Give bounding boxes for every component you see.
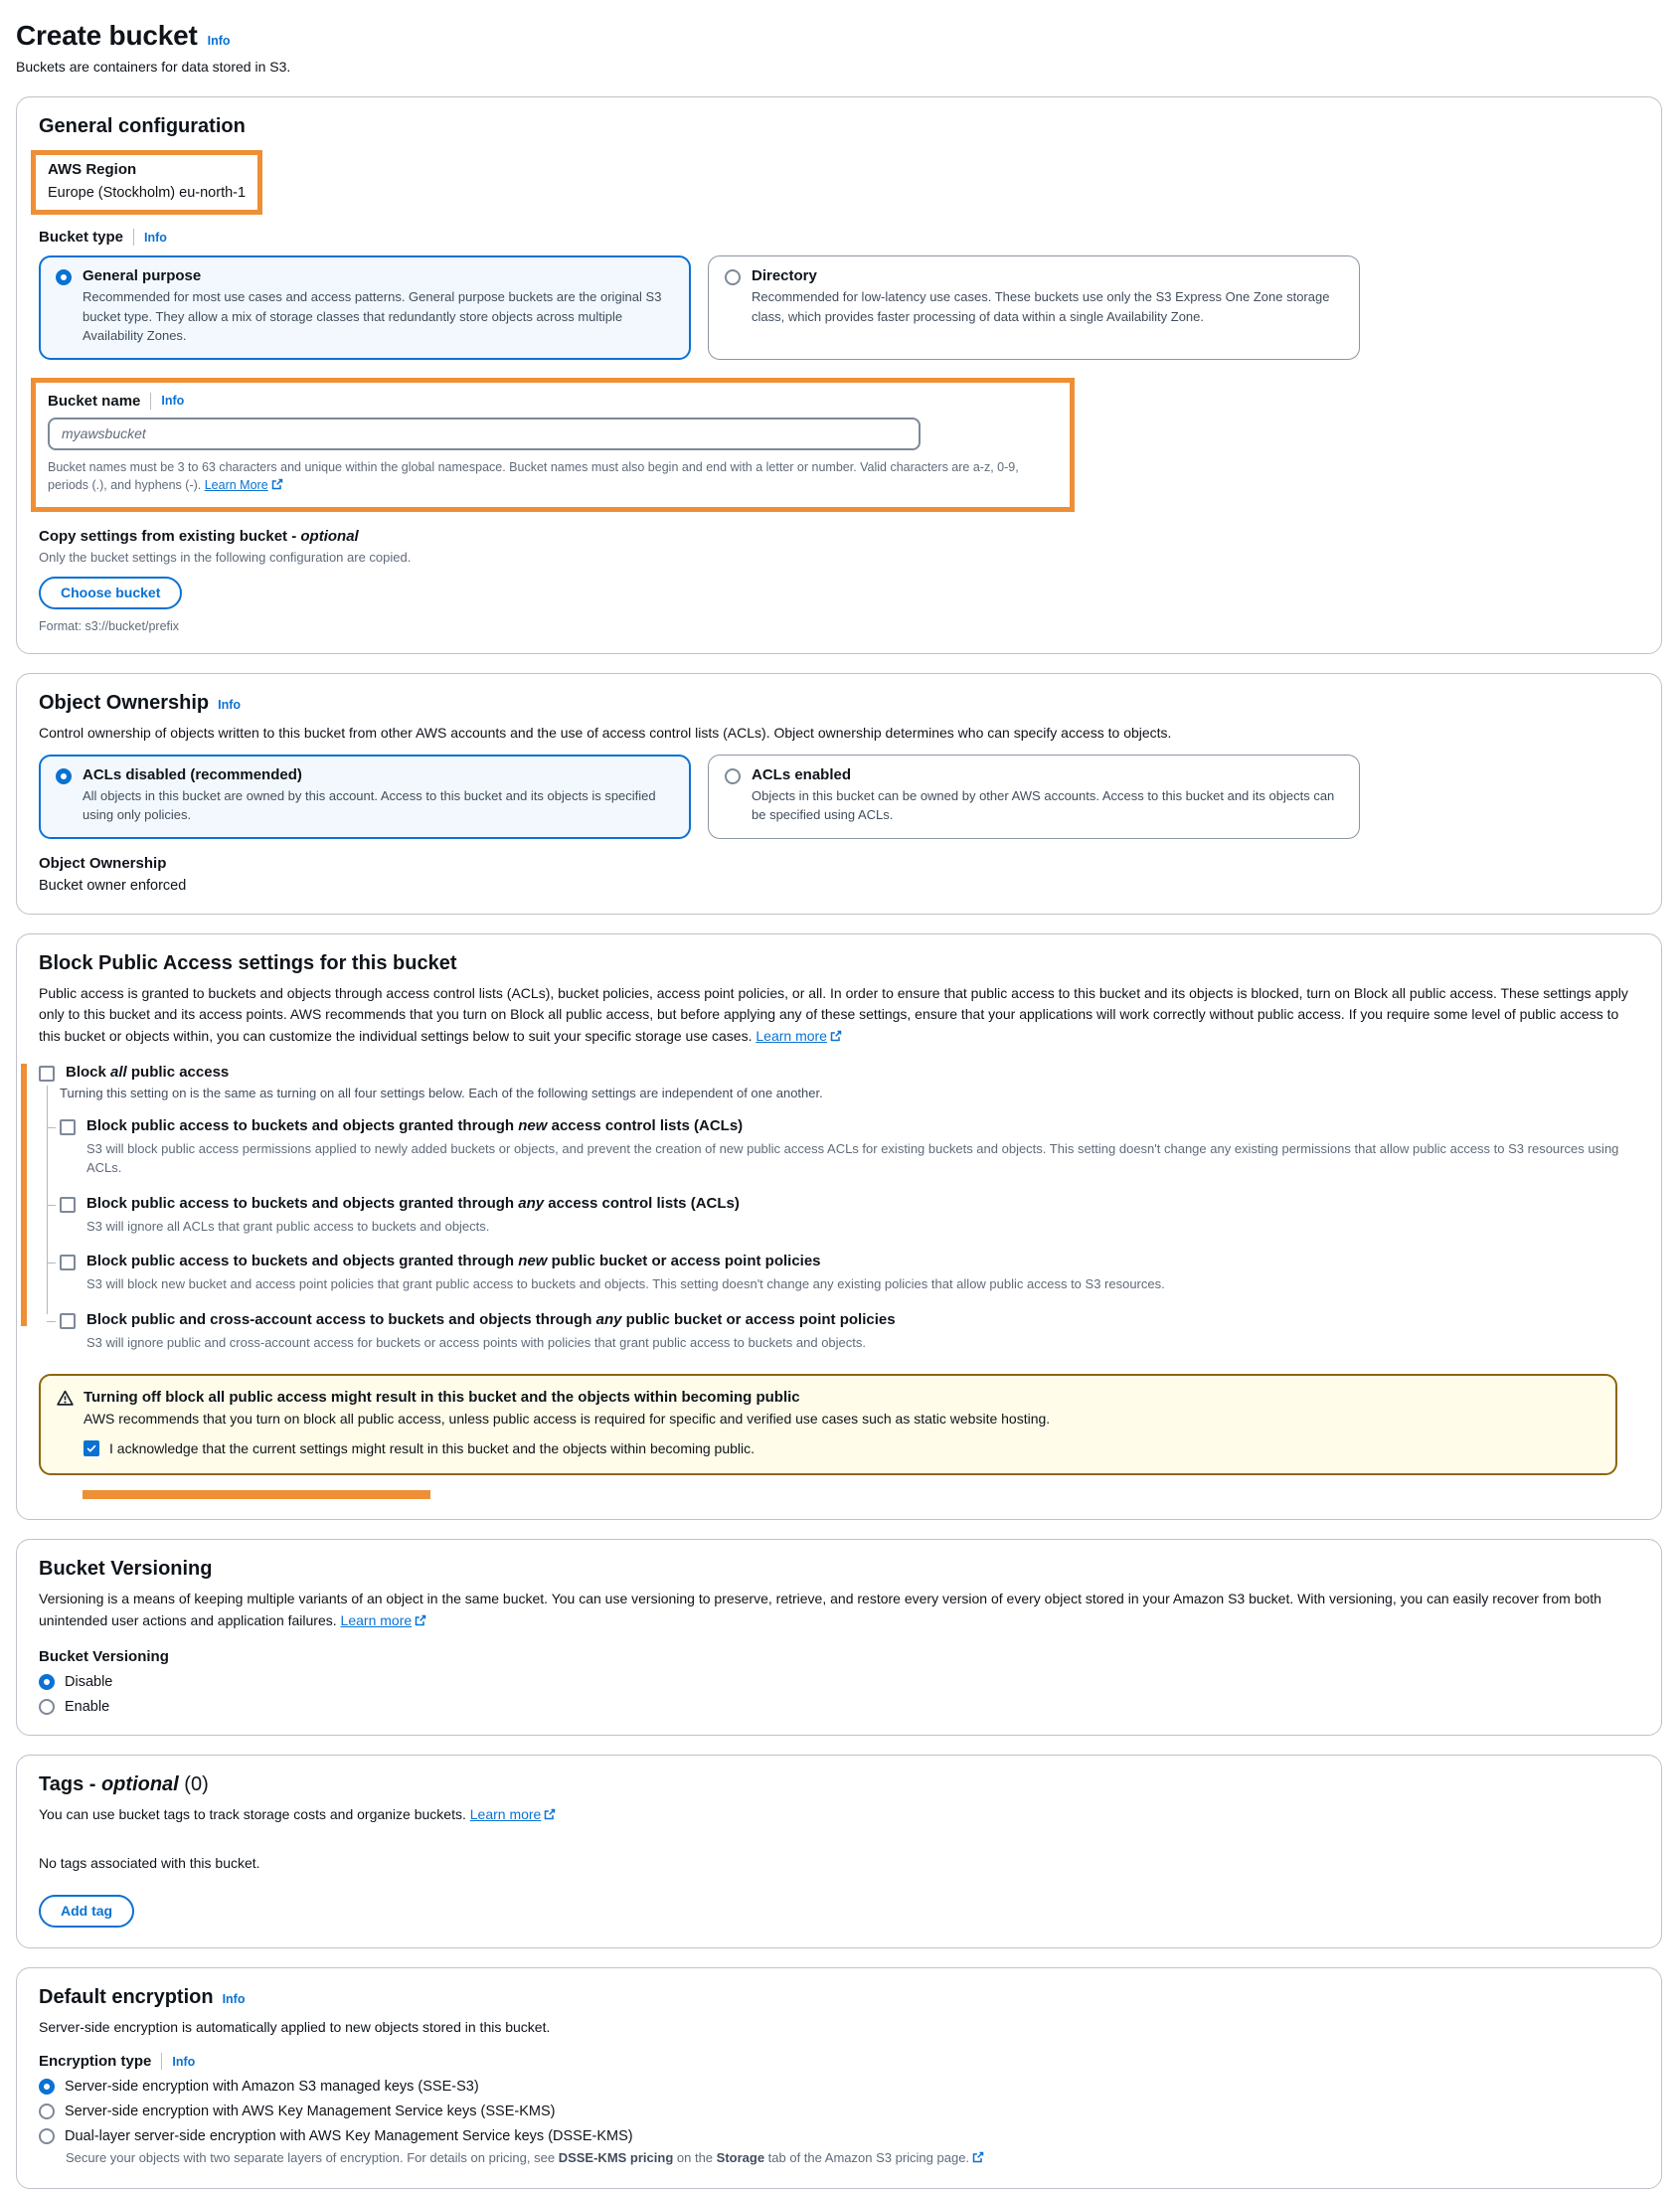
checkbox-unchecked-icon[interactable] bbox=[39, 1066, 55, 1082]
block-all-public-access-checkbox-row[interactable] bbox=[39, 1064, 1639, 1082]
option-description: Recommended for low-latency use cases. These buckets use only the S3 Express One Zone storage class, which provides faster processing of data within a single Availability Zone. bbox=[752, 289, 1330, 324]
aws-region-label: AWS Region bbox=[48, 161, 137, 178]
aws-region-value: Europe (Stockholm) eu-north-1 bbox=[48, 185, 247, 201]
label-text: public bucket or access point policies bbox=[621, 1310, 896, 1328]
checkbox-unchecked-icon[interactable] bbox=[60, 1119, 76, 1135]
s3-pricing-page-link[interactable]: Amazon S3 pricing page. bbox=[824, 2150, 970, 2165]
label-text: public bucket or access point policies bbox=[547, 1253, 821, 1270]
option-label: Directory bbox=[752, 267, 817, 284]
option-label: Server-side encryption with AWS Key Management Service keys (SSE-KMS) bbox=[65, 2104, 556, 2119]
aws-region-annotation-box bbox=[31, 150, 262, 215]
default-encryption-info-link[interactable]: Info bbox=[222, 1992, 246, 2007]
copy-settings-description: Only the bucket settings in the following configuration are copied. bbox=[39, 550, 412, 565]
tags-description-text: You can use bucket tags to track storage costs and organize buckets. bbox=[39, 1805, 470, 1822]
option-description: All objects in this bucket are owned by this account. Access to this bucket and its objects is specified using only policies. bbox=[83, 787, 656, 823]
radio-checked-icon[interactable] bbox=[56, 269, 72, 285]
orange-annotation-underline bbox=[83, 1490, 430, 1499]
label-text: Block public access to buckets and objects granted through bbox=[86, 1253, 519, 1270]
tags-title bbox=[39, 1773, 209, 1796]
label-divider bbox=[150, 393, 151, 410]
checkbox-row[interactable] bbox=[60, 1311, 1639, 1329]
label-text: Block public access to buckets and objects granted through bbox=[86, 1194, 519, 1212]
external-link-icon bbox=[544, 1808, 556, 1820]
checkbox-label bbox=[86, 1253, 821, 1269]
radio-checked-icon[interactable] bbox=[56, 768, 72, 784]
checkbox-label bbox=[86, 1311, 896, 1328]
dsse-bold: DSSE-KMS pricing bbox=[558, 2150, 674, 2165]
object-ownership-description: Control ownership of objects written to this bucket from other AWS accounts and the use of access control lists (ACLs). Object ownership determines who can specify access to objects. bbox=[39, 725, 1172, 741]
bucket-type-label: Bucket type bbox=[39, 229, 124, 246]
option-description: Objects in this bucket can be owned by other AWS accounts. Access to this bucket and its objects can be specified using ACLs. bbox=[752, 787, 1335, 823]
object-ownership-info-link[interactable]: Info bbox=[218, 698, 242, 712]
label-emphasis: any bbox=[518, 1194, 545, 1212]
learn-more-link[interactable]: Learn more bbox=[469, 1805, 542, 1822]
checkbox-unchecked-icon[interactable] bbox=[60, 1255, 76, 1270]
dsse-text: tab of the bbox=[764, 2150, 825, 2165]
default-encryption-title: Default encryption bbox=[39, 1986, 214, 2009]
default-encryption-section bbox=[16, 1967, 1662, 2188]
add-tag-button[interactable]: Add tag bbox=[39, 1895, 134, 1928]
warning-description: AWS recommends that you turn on block all public access, unless public access is required for specific and verified use cases such as static website hosting. bbox=[84, 1411, 1051, 1428]
tags-count: (0) bbox=[178, 1772, 209, 1795]
bucket-versioning-group-label: Bucket Versioning bbox=[39, 1647, 169, 1665]
checkbox-description: S3 will ignore public and cross-account access for buckets or access points with policies that grant public access to buckets and objects. bbox=[86, 1334, 867, 1350]
option-label: General purpose bbox=[83, 267, 202, 284]
option-label: ACLs disabled (recommended) bbox=[83, 765, 302, 783]
bucket-type-info-link[interactable]: Info bbox=[144, 230, 167, 245]
option-label: Disable bbox=[65, 1673, 113, 1690]
radio-unchecked-icon[interactable] bbox=[39, 2104, 55, 2119]
option-label: ACLs enabled bbox=[752, 765, 852, 783]
warning-title: Turning off block all public access might result in this bucket and the objects within becoming public bbox=[84, 1389, 800, 1407]
option-label: Server-side encryption with Amazon S3 managed keys (SSE-S3) bbox=[65, 2079, 479, 2095]
object-ownership-result-label: Object Ownership bbox=[39, 854, 167, 872]
general-configuration-section bbox=[16, 96, 1662, 654]
tags-section bbox=[16, 1755, 1662, 1949]
public-access-warning-alert bbox=[39, 1374, 1617, 1475]
copy-settings-optional-text: optional bbox=[300, 528, 359, 545]
bucket-name-input[interactable] bbox=[48, 418, 921, 450]
bucket-name-label: Bucket name bbox=[48, 392, 141, 410]
page-title: Create bucket bbox=[16, 20, 198, 51]
radio-unchecked-icon[interactable] bbox=[725, 768, 741, 784]
block-public-access-section bbox=[16, 933, 1662, 1521]
learn-more-link[interactable]: Learn more bbox=[756, 1028, 827, 1045]
tags-description bbox=[39, 1804, 1639, 1826]
external-link-icon bbox=[415, 1614, 426, 1626]
page-info-link[interactable]: Info bbox=[207, 34, 231, 48]
versioning-enable-option[interactable] bbox=[39, 1699, 1639, 1715]
checkbox-checked-icon[interactable] bbox=[84, 1440, 99, 1456]
radio-unchecked-icon[interactable] bbox=[39, 1699, 55, 1715]
object-ownership-result-value: Bucket owner enforced bbox=[39, 877, 187, 894]
copy-settings-label-text: Copy settings from existing bucket - bbox=[39, 528, 301, 545]
radio-checked-icon[interactable] bbox=[39, 2079, 55, 2095]
page-subtitle: Buckets are containers for data stored in S3. bbox=[16, 59, 291, 75]
bucket-versioning-description bbox=[39, 1589, 1639, 1631]
bpa-child-new-policies bbox=[60, 1253, 1639, 1294]
label-text: access control lists (ACLs) bbox=[544, 1194, 740, 1212]
checkbox-description: S3 will ignore all ACLs that grant public access to buckets and objects. bbox=[86, 1218, 490, 1234]
general-configuration-title: General configuration bbox=[39, 115, 246, 137]
label-emphasis: new bbox=[518, 1116, 548, 1134]
warning-triangle-icon bbox=[57, 1390, 74, 1407]
block-public-access-children bbox=[47, 1086, 1639, 1353]
copy-settings-label bbox=[39, 528, 1639, 545]
bucket-versioning-description-text: Versioning is a means of keeping multiple variants of an object in the same bucket. You can use versioning to preserve, retrieve, and restore every version of every object stored in your Amazon S3 bucket. With versioning, you can easily recover from both unintended user actions and application failures. bbox=[39, 1591, 1601, 1628]
option-label: Dual-layer server-side encryption with AWS Key Management Service keys (DSSE-KMS) bbox=[65, 2128, 633, 2144]
tags-empty-message: No tags associated with this bucket. bbox=[39, 1855, 260, 1872]
encryption-type-info-link[interactable]: Info bbox=[172, 2054, 196, 2069]
learn-more-link[interactable]: Learn More bbox=[204, 478, 268, 493]
acknowledge-label: I acknowledge that the current settings might result in this bucket and the objects within becoming public. bbox=[109, 1440, 756, 1457]
object-ownership-options bbox=[39, 755, 1639, 839]
encryption-type-label: Encryption type bbox=[39, 2053, 152, 2070]
checkbox-description: S3 will block new bucket and access point policies that grant public access to buckets and objects. This setting doesn't change any existing policies that allow public access to S3 resources. bbox=[86, 1276, 1165, 1292]
format-hint: Format: s3://bucket/prefix bbox=[39, 619, 180, 633]
label-divider bbox=[133, 229, 134, 246]
label-text: public access bbox=[126, 1063, 230, 1081]
bpa-child-any-policies bbox=[60, 1311, 1639, 1353]
block-all-description: Turning this setting on is the same as turning on all four settings below. Each of the following settings are independent of one another. bbox=[60, 1085, 823, 1100]
bucket-name-info-link[interactable]: Info bbox=[161, 394, 185, 408]
checkbox-unchecked-icon[interactable] bbox=[60, 1313, 76, 1329]
object-ownership-section bbox=[16, 673, 1662, 915]
option-label: Enable bbox=[65, 1698, 110, 1715]
block-public-access-checkbox-group bbox=[39, 1064, 1639, 1353]
bucket-type-directory-option[interactable] bbox=[708, 255, 1360, 360]
radio-checked-icon[interactable] bbox=[39, 1674, 55, 1690]
block-public-access-intro bbox=[39, 983, 1639, 1048]
encryption-dsse-kms-option[interactable] bbox=[39, 2128, 1639, 2144]
page-header bbox=[16, 20, 1664, 52]
bucket-type-general-purpose-option[interactable] bbox=[39, 255, 691, 360]
checkbox-label bbox=[66, 1064, 229, 1081]
encryption-sse-s3-option[interactable] bbox=[39, 2079, 1639, 2095]
checkbox-description: S3 will block public access permissions applied to newly added buckets or objects, and prevent the creation of new public access ACLs for existing buckets and objects. This setting doesn't change any existing permissions that allow public access to S3 resources using ACLs. bbox=[86, 1140, 1619, 1176]
bpa-child-any-acls bbox=[60, 1195, 1639, 1237]
external-link-icon bbox=[271, 478, 283, 490]
dsse-bold: Storage bbox=[716, 2150, 765, 2165]
external-link-icon bbox=[830, 1030, 842, 1042]
checkbox-label bbox=[86, 1117, 743, 1134]
bucket-name-annotation-box bbox=[31, 378, 1075, 513]
label-text: Block bbox=[66, 1063, 111, 1081]
checkbox-row[interactable] bbox=[60, 1253, 1639, 1270]
option-description: Recommended for most use cases and access patterns. General purpose buckets are the original S3 bucket type. They allow a mix of storage classes that redundantly store objects across multiple Availability Zones. bbox=[83, 289, 662, 343]
dsse-kms-description bbox=[66, 2148, 1639, 2168]
block-public-access-intro-text: Public access is granted to buckets and objects through access control lists (ACLs), bucket policies, access point policies, or all. In order to ensure that public access to this bucket and its objects is blocked, turn on Block all public access. These settings apply only to this bucket and its access points. AWS recommends that you turn on Block all public access, but before applying any of these settings, ensure that your applications will work correctly without public access. If you require some level of public access to this bucket or objects within, you can customize the individual settings below to suit your specific storage use cases. bbox=[39, 984, 1628, 1045]
default-encryption-description: Server-side encryption is automatically applied to new objects stored in this bucket. bbox=[39, 2019, 551, 2036]
label-text: Block public and cross-account access to buckets and objects through bbox=[86, 1310, 596, 1328]
radio-unchecked-icon[interactable] bbox=[39, 2128, 55, 2144]
block-public-access-title: Block Public Access settings for this bucket bbox=[39, 951, 457, 974]
external-link-icon bbox=[972, 2151, 984, 2163]
label-emphasis: all bbox=[110, 1063, 127, 1081]
checkbox-row[interactable] bbox=[60, 1117, 1639, 1135]
tags-title-optional: optional bbox=[100, 1772, 179, 1795]
bucket-versioning-section bbox=[16, 1539, 1662, 1735]
encryption-sse-kms-option[interactable] bbox=[39, 2104, 1639, 2119]
label-emphasis: any bbox=[595, 1310, 622, 1328]
bucket-versioning-title: Bucket Versioning bbox=[39, 1558, 213, 1581]
dsse-text: on the bbox=[673, 2150, 717, 2165]
acls-disabled-option[interactable] bbox=[39, 755, 691, 839]
checkbox-row[interactable] bbox=[60, 1195, 1639, 1213]
bucket-type-options bbox=[39, 255, 1639, 360]
label-emphasis: new bbox=[518, 1253, 548, 1270]
radio-unchecked-icon[interactable] bbox=[725, 269, 741, 285]
dsse-text: Secure your objects with two separate layers of encryption. For details on pricing, see bbox=[66, 2150, 559, 2165]
learn-more-link[interactable]: Learn more bbox=[340, 1611, 413, 1628]
tags-title-text: Tags - bbox=[39, 1772, 101, 1795]
acknowledge-checkbox-row[interactable] bbox=[84, 1440, 1599, 1456]
orange-annotation-bar bbox=[21, 1064, 27, 1327]
bucket-name-hint-text: Bucket names must be 3 to 63 characters and unique within the global namespace. Bucket names must also begin and end with a letter or number. Valid characters are a-z, 0-9, periods (.), and hyphens (-). bbox=[48, 459, 1019, 493]
versioning-disable-option[interactable] bbox=[39, 1674, 1639, 1690]
bpa-child-new-acls bbox=[60, 1117, 1639, 1178]
checkbox-unchecked-icon[interactable] bbox=[60, 1197, 76, 1213]
bucket-name-hint bbox=[48, 458, 1058, 496]
label-text: Block public access to buckets and objects granted through bbox=[86, 1116, 519, 1134]
label-text: access control lists (ACLs) bbox=[547, 1116, 744, 1134]
label-divider bbox=[161, 2053, 162, 2070]
acls-enabled-option[interactable] bbox=[708, 755, 1360, 839]
object-ownership-title: Object Ownership bbox=[39, 692, 210, 714]
choose-bucket-button[interactable]: Choose bucket bbox=[39, 577, 182, 609]
checkbox-label bbox=[86, 1195, 740, 1212]
